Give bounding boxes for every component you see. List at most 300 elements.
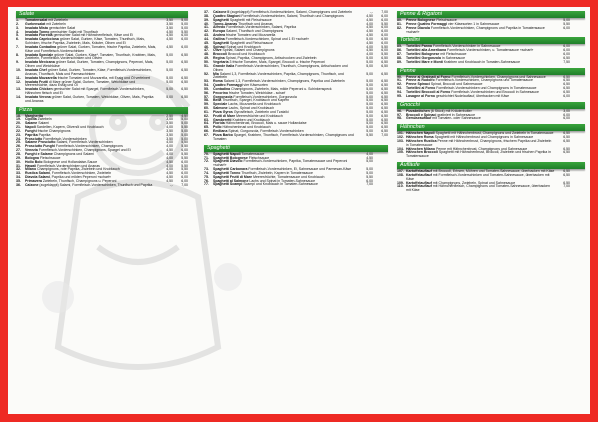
item-number: 1. bbox=[16, 18, 19, 22]
item-details: Sardellen, Kapern, Olivenöl und Knoblauch bbox=[35, 125, 104, 130]
item-number: 46. bbox=[204, 44, 209, 49]
item-number: 20. bbox=[16, 121, 21, 126]
item-name: Insalata Capricciosa bbox=[25, 37, 59, 42]
item-details: Spinat, Paprika, Champignons, Artischocken und Zwiebeln bbox=[224, 56, 317, 61]
menu-item bbox=[204, 183, 388, 187]
item-number: 44. bbox=[204, 36, 209, 41]
item-description bbox=[406, 61, 555, 65]
menu-section bbox=[16, 11, 188, 104]
item-number: 45. bbox=[204, 40, 209, 45]
item-price-large: 5,50 bbox=[181, 155, 188, 160]
item-name: Andrea bbox=[213, 33, 226, 38]
item-price-large: 5,50 bbox=[381, 21, 388, 26]
item-name: Spaghetti Tonno bbox=[213, 170, 241, 175]
menu-section bbox=[397, 68, 585, 99]
item-details: grüner Salat, Gurken, Käse, Tomaten, Thunfisch, Mais, Schinken, frische Paprika, Zwiebeln, Mais, Kräuter, Oliven und Ei bbox=[25, 37, 145, 46]
item-price-small: 4,50 bbox=[166, 33, 173, 38]
item-name: Penne al Rudolfo bbox=[406, 78, 435, 83]
item-price-small: 5,00 bbox=[366, 159, 373, 164]
item-name: Tortellini Gorgonzola bbox=[406, 55, 441, 60]
item-details: Formfleisch-Vorderschinken, Champignons und Sahnesauce bbox=[450, 74, 546, 79]
section-header: Spaghetti bbox=[204, 145, 388, 153]
item-details: Spaghetti mit Hähnchenbrust, Broccoli, Zwiebeln und frischen Paprika in Tomatensauce bbox=[406, 150, 551, 159]
item-name: Hähnchen Rustica bbox=[406, 138, 437, 143]
item-details: Meeresfrüchte und Knoblauch bbox=[235, 113, 283, 118]
item-price-small: 4,00 bbox=[166, 140, 173, 145]
item-price-large: 6,50 bbox=[381, 109, 388, 114]
item-details: Hähnchenbrust und Knoblauch bbox=[221, 125, 271, 130]
item-details: 3 frische Tomaten, Mais, Spargel, Broccoli u. frische Peperoni bbox=[228, 59, 326, 64]
item-details: Thunfisch und Ananas bbox=[237, 21, 273, 26]
item-name: Contadina bbox=[213, 86, 231, 91]
item-price-small: 6,50 bbox=[563, 150, 570, 155]
item-name: Spaghetti Napoli bbox=[213, 151, 241, 156]
item-price-small: 5,00 bbox=[166, 79, 173, 84]
item-details: , Paprika und milden Peperoni «scharf» bbox=[49, 175, 112, 180]
item-name: Funghi bbox=[25, 128, 37, 133]
item-number: 90. bbox=[397, 74, 402, 79]
item-name: Tomatensalat bbox=[25, 18, 48, 22]
item-price-large: 4,50 bbox=[181, 113, 188, 118]
menu-section bbox=[204, 145, 388, 188]
item-name: Tortellini Broccoli al Forno bbox=[406, 89, 451, 94]
item-name: Europa bbox=[213, 29, 226, 34]
item-name: Salmone bbox=[213, 106, 228, 111]
item-details: gratiniert in Sahnesauce bbox=[436, 112, 476, 117]
item-name: Napoli bbox=[25, 125, 36, 130]
menu-column-left bbox=[16, 11, 188, 191]
item-name: Speciale bbox=[213, 102, 228, 107]
item-price-small: 6,50 bbox=[563, 146, 570, 151]
item-details: grüner Salat, Gurken, Tomaten, Käse, Formfleisch-Vorderschinken, Ananas, Thunfisch, Mais und Parmaschinken bbox=[25, 67, 152, 76]
item-details: Formfleisch-Vorderschinken und Ananas bbox=[36, 163, 100, 168]
item-details: Champignons, Zwiebeln, Mais, milde Peperoni u. Schinkenspeck bbox=[230, 86, 332, 91]
item-name: Frutti di Mare bbox=[213, 113, 236, 118]
item-price-small: 4,50 bbox=[166, 44, 173, 49]
item-name: Calzone II bbox=[213, 10, 230, 14]
item-name: Tonno-Ananas bbox=[213, 21, 238, 26]
item-name: Insalata Mexicana bbox=[25, 60, 55, 65]
item-name: Insalata Frutti bbox=[25, 79, 48, 84]
item-details: mit Hähnchenfleisch, Champignons und Tomaten-Sahnesauce, überbacken mit Käse bbox=[406, 184, 550, 193]
item-number: 29. bbox=[16, 155, 21, 160]
item-price-small: 5,00 bbox=[366, 106, 373, 111]
item-name: Insalata Chicken bbox=[25, 87, 53, 92]
item-number: 104. bbox=[397, 146, 404, 151]
item-name: Grande Italia bbox=[213, 63, 235, 68]
item-number: 103. bbox=[397, 138, 404, 143]
item-price-small: 7,00 bbox=[366, 182, 373, 187]
item-price-small: 4,00 bbox=[166, 125, 173, 130]
item-price-small: 7,50 bbox=[563, 59, 570, 64]
item-number: 101. bbox=[397, 131, 404, 136]
item-price-large: 6,00 bbox=[181, 33, 188, 38]
item-number: 59. bbox=[204, 102, 209, 107]
item-price-small: 5,00 bbox=[166, 75, 173, 80]
item-name: Kartoffelauflauf bbox=[406, 180, 432, 185]
item-details: geschichtet Nudelauflauf, überbacken mit Käse bbox=[434, 93, 510, 98]
item-number: 28. bbox=[16, 152, 21, 156]
item-name: Insalata Mista bbox=[25, 25, 48, 30]
item-number: 18. bbox=[16, 113, 21, 118]
item-number: 88. bbox=[397, 55, 402, 60]
item-price-large: 6,50 bbox=[381, 36, 388, 41]
item-number: 57. bbox=[204, 94, 209, 99]
item-number: 95. bbox=[397, 93, 402, 98]
item-number: 108. bbox=[397, 172, 404, 177]
item-details: frische Champignons bbox=[36, 128, 71, 133]
item-price-small: 3,50 bbox=[166, 18, 173, 22]
item-number: 42. bbox=[204, 29, 209, 34]
section-header: Salate bbox=[16, 11, 188, 19]
item-price-small: 4,50 bbox=[366, 155, 373, 160]
menu-item bbox=[397, 27, 585, 35]
item-number: 30. bbox=[16, 159, 21, 164]
menu-section bbox=[204, 11, 388, 142]
item-details: , Formfleisch-Vorderschinken, Zwiebeln bbox=[49, 171, 112, 176]
item-number: 85. bbox=[397, 44, 402, 49]
item-price-small: 6,50 bbox=[563, 86, 570, 91]
item-price-large: 6,00 bbox=[181, 159, 188, 164]
item-price-small: 6,00 bbox=[563, 112, 570, 117]
item-number: 61. bbox=[204, 109, 209, 114]
item-details: grüner Salat, Gurken, Tomaten, frische Paprika, Zwiebeln, Mais, Käse und Formfleisch-Vorderschinken bbox=[25, 44, 157, 53]
item-name: Cipolla bbox=[25, 117, 37, 122]
item-price-small: -,- bbox=[169, 182, 173, 187]
item-price-small: 5,00 bbox=[366, 125, 373, 130]
section-header: Hähnchen bbox=[397, 124, 585, 132]
item-details: Hähnchenbrust, Broccoli, Mais u. sauce Hollandaise bbox=[224, 121, 307, 126]
item-details: di Mare grüner Salat, Gurken, Tomaten, Weichkäse und Meeresfrüchte, dazu Essig und Öl bbox=[25, 79, 136, 88]
item-price-large: 5,50 bbox=[181, 167, 188, 172]
item-details: (6 Stück) mit Kräuterbutter bbox=[429, 108, 472, 113]
item-number: 47. bbox=[204, 48, 209, 53]
item-number: 37. bbox=[204, 10, 209, 14]
item-number: 82. bbox=[397, 25, 402, 30]
item-details: vier Käsesorten 1 in Sahnesauce bbox=[447, 21, 500, 26]
item-name: Bologna bbox=[25, 155, 39, 160]
item-price-large: 6,50 bbox=[381, 117, 388, 122]
item-price-large bbox=[373, 160, 388, 168]
item-price-large: 6,00 bbox=[381, 17, 388, 22]
item-name: Salame Prosciutto bbox=[25, 140, 56, 145]
item-price-small: 5,50 bbox=[366, 133, 373, 137]
item-price-small: 5,00 bbox=[366, 90, 373, 95]
item-price-small: 4,00 bbox=[366, 151, 373, 156]
item-name: Kartoffelauflauf bbox=[406, 172, 432, 177]
item-number: 94. bbox=[397, 89, 402, 94]
item-details: Salami bbox=[37, 121, 49, 126]
item-details: Lachs, Mozzarella und Knoblauch bbox=[227, 102, 281, 107]
item-description bbox=[25, 96, 158, 104]
item-number: 43. bbox=[204, 33, 209, 38]
item-price-large: 6,50 bbox=[181, 67, 188, 72]
item-details: Penne mit Hähnchenbrust, Champignons, frischem Paprika und Zwiebeln in Tomatensauce bbox=[406, 138, 552, 147]
item-price-small: 4,50 bbox=[366, 13, 373, 18]
item-name: Insalata Mozzarella bbox=[25, 75, 57, 80]
item-price-small: 6,50 bbox=[563, 138, 570, 143]
item-details: Formfleisch-Vorderschinken, Salami, Paprika bbox=[225, 25, 297, 30]
item-details: Spaghetti mit Hähnchenbrust, Champignons und Zwiebeln in Tomatensauce bbox=[434, 131, 554, 136]
item-name: Pollo bbox=[213, 125, 222, 130]
item-name: Spaghetti bbox=[213, 17, 229, 22]
item-details: Fleischsauce bbox=[435, 18, 457, 22]
item-price-small: 5,00 bbox=[366, 36, 373, 41]
section-header: Gnocchi bbox=[397, 102, 585, 110]
item-description bbox=[213, 183, 358, 187]
item-name: Penne Diavola bbox=[406, 25, 430, 30]
item-number: 24. bbox=[16, 136, 21, 141]
item-price-small: 3,00 bbox=[166, 117, 173, 122]
item-price-small: 5,00 bbox=[166, 94, 173, 99]
item-name: Tortellini alla Amerikana bbox=[406, 48, 447, 53]
item-number: 60. bbox=[204, 106, 209, 111]
item-description bbox=[406, 27, 555, 35]
item-description bbox=[213, 134, 358, 142]
item-price-large: 6,50 bbox=[381, 63, 388, 68]
item-details: Lachs und Spinat in Tomaten-Sahnesauce bbox=[248, 178, 316, 183]
item-details: gemischter Salat mit Spargel, Formfleisch-Vorderschinken, Hähnchen fleisch und Ei bbox=[25, 87, 145, 96]
item-details: Formfleisch-Vorderschinken, Champignons, Spargel und Ei bbox=[37, 148, 131, 153]
item-details: grüner Salat, Gurken, Käse*, Tomaten, Thunfisch, Krabben, Mais, Zwiebeln, Formfleisch-Vorderschinken und Oliven bbox=[25, 52, 156, 61]
item-number: 23. bbox=[16, 132, 21, 137]
item-price-small: 4,50 bbox=[166, 178, 173, 183]
item-details: mit Champignons, Zwiebeln, Spinat und Sahnesauce bbox=[431, 180, 516, 185]
item-details: Salami 1,3, Formfleisch-Vorderschinken, Paprika, Champignons, Thunfisch, und Zwiebeln bbox=[213, 71, 344, 80]
menu-section bbox=[397, 37, 585, 64]
item-price-large: 6,50 bbox=[381, 102, 388, 107]
item-price-small: 3,50 bbox=[166, 25, 173, 30]
item-number: 14. bbox=[16, 94, 21, 99]
item-number: 49. bbox=[204, 56, 209, 61]
item-details: Spinat, Gorgonzola, Formfleisch-Vorderschinken bbox=[227, 129, 304, 134]
item-details: Fleischsauce bbox=[39, 155, 61, 160]
item-price-small: 4,00 bbox=[366, 52, 373, 57]
item-details: Gyrosfleisch, Zwiebeln und Tzatziki bbox=[232, 109, 289, 114]
item-price-small: 4,50 bbox=[366, 29, 373, 34]
item-price-large: 5,50 bbox=[181, 163, 188, 168]
item-number: 54. bbox=[204, 83, 209, 88]
item-name: Broccoli bbox=[213, 52, 228, 57]
item-name: Spaghetti Diavolo bbox=[213, 159, 243, 164]
item-price-small: 4,50 bbox=[366, 33, 373, 38]
item-price-small: 5,50 bbox=[366, 174, 373, 179]
item-number: 34. bbox=[16, 175, 21, 180]
item-name: Pizzabrötchen bbox=[406, 108, 430, 113]
item-number: 92. bbox=[397, 82, 402, 87]
item-name: Hawaii bbox=[25, 163, 37, 168]
item-price-large: 5,00 bbox=[181, 117, 188, 122]
item-price-large: 6,50 bbox=[381, 113, 388, 118]
item-details: Tomatensauce bbox=[240, 151, 265, 156]
item-number: 41. bbox=[204, 25, 209, 30]
item-details: grüner Salat, Gurken, Tomaten, Champignons, Peperoni, Mais, Oliven und Weichkäse bbox=[25, 60, 154, 69]
item-details: Formfleisch-Vorderschinken bbox=[42, 136, 87, 141]
item-name: Kartoffelauflauf bbox=[406, 169, 432, 174]
item-price-small: 3,50 bbox=[166, 121, 173, 126]
item-details: mit Formfleisch-Vorderschinken und Tomaten-Sahnesauce, überbacken mit Käse bbox=[406, 172, 550, 181]
item-details: Meeresfrüchte, Tomatensauce und Knoblauch bbox=[252, 174, 325, 179]
item-price-small: 5,00 bbox=[366, 102, 373, 107]
item-name: Broccoli e Spinaci bbox=[406, 112, 437, 117]
item-name: Hähnchen Milano bbox=[406, 146, 435, 151]
item-number: 105. bbox=[397, 150, 404, 155]
section-header: Penne bbox=[397, 68, 585, 76]
item-price-large: 5,00 bbox=[181, 121, 188, 126]
item-number: 109. bbox=[397, 180, 404, 185]
item-price-large: 5,00 bbox=[181, 21, 188, 26]
item-number: 6. bbox=[16, 37, 19, 42]
item-name: Milano bbox=[25, 167, 37, 172]
item-price-large: 6,00 bbox=[381, 25, 388, 30]
item-number: 33. bbox=[16, 171, 21, 176]
item-name: Venezia bbox=[25, 148, 38, 153]
item-price-small: 6,00 bbox=[563, 25, 570, 30]
item-price-small: 5,00 bbox=[166, 87, 173, 92]
item-price-large: 6,50 bbox=[181, 79, 188, 84]
item-number: 40. bbox=[204, 21, 209, 26]
item-price-small: -,- bbox=[369, 10, 373, 14]
item-description bbox=[406, 151, 555, 159]
menu-item bbox=[16, 184, 188, 188]
item-name: Penne Spinaci bbox=[406, 82, 430, 87]
item-number: 39. bbox=[204, 17, 209, 22]
item-number: 96. bbox=[397, 108, 402, 113]
item-price-large: 6,50 bbox=[181, 75, 188, 80]
item-number: 70. bbox=[204, 151, 209, 156]
item-price-small: 4,50 bbox=[366, 25, 373, 30]
item-description bbox=[406, 95, 555, 99]
item-price-large: 6,50 bbox=[381, 98, 388, 103]
item-details: grüner Salat, Gurken, Tomaten, Weichkäse, Oliven, Mais, Paprika und Ananas bbox=[25, 94, 154, 103]
item-price-small: 6,50 bbox=[563, 180, 570, 185]
item-price-small: 6,50 bbox=[563, 74, 570, 79]
item-name: Hollo Bolo bbox=[25, 159, 43, 164]
item-price-small: 5,00 bbox=[366, 94, 373, 99]
item-price-large: 6,50 bbox=[181, 52, 188, 57]
item-price-large: 6,50 bbox=[181, 94, 188, 99]
item-number: 50. bbox=[204, 59, 209, 64]
item-price-large bbox=[570, 151, 585, 159]
item-price-large: 6,00 bbox=[181, 178, 188, 183]
item-number: 63. bbox=[204, 117, 209, 122]
item-details: Thunfisch, Spargel, Knoblauch und Kapern bbox=[221, 98, 290, 103]
item-details: Scampi und Knoblauch in Tomaten-Sahnesauce bbox=[242, 182, 318, 187]
item-name: Roma bbox=[213, 79, 223, 84]
item-number: 9. bbox=[16, 60, 19, 65]
item-price-large: 6,00 bbox=[181, 37, 188, 42]
item-number: 8. bbox=[16, 52, 19, 57]
item-name: Spaghetti Scampi bbox=[213, 182, 243, 187]
item-details: gemischter Salat mit Hähnchenfleisch, Käse und Ei bbox=[52, 33, 133, 38]
item-details: (zugeklappt) Formfleisch-Vorderschinken, Salami, Champignons und Zwiebeln bbox=[229, 10, 352, 14]
item-details: Formfleisch-Vorderschinken, Ei, Sahnesauce und Parmesan-Käse bbox=[247, 167, 352, 172]
item-number: 110. bbox=[397, 184, 404, 189]
item-number: 25. bbox=[16, 140, 21, 145]
item-number: 89. bbox=[397, 59, 402, 64]
item-details: Spaghetti und Fleischsauce bbox=[228, 40, 273, 45]
item-price-small: 6,50 bbox=[563, 131, 570, 136]
item-price-small: 5,00 bbox=[366, 113, 373, 118]
item-details: Champignons, rote Paprika, Zwiebeln und Knoblauch bbox=[36, 167, 120, 172]
item-price-large: 6,00 bbox=[381, 29, 388, 34]
item-number: 12. bbox=[16, 79, 21, 84]
item-price-small: 4,00 bbox=[366, 21, 373, 26]
item-price-small: 4,50 bbox=[166, 37, 173, 42]
item-price-small: 6,00 bbox=[563, 93, 570, 98]
item-price-small: 5,00 bbox=[366, 71, 373, 76]
item-price-small: 5,50 bbox=[563, 21, 570, 26]
item-number: 51. bbox=[204, 63, 209, 68]
item-name: Gemüseauflauf bbox=[406, 116, 432, 121]
item-price-large: 6,50 bbox=[381, 106, 388, 111]
item-price-large: 6,00 bbox=[381, 13, 388, 18]
item-number: 87. bbox=[397, 52, 402, 57]
item-name: Spaghetti Bolognese bbox=[213, 155, 248, 160]
item-price-small: 5,00 bbox=[166, 52, 173, 57]
item-details: Bolognese und Hollandaise-Sauce bbox=[42, 159, 98, 164]
item-details: Spinat und Knoblauch bbox=[225, 44, 261, 49]
item-details: Spaghetti mit Fleischsauce bbox=[228, 17, 272, 22]
item-price-large: 6,50 bbox=[381, 125, 388, 130]
menu-item bbox=[397, 61, 585, 65]
item-details: Fleischsauce bbox=[247, 155, 270, 160]
item-price-small: 4,50 bbox=[366, 40, 373, 45]
item-details: Formfleisch-Vorderschinken, Gorgonzola bbox=[232, 94, 297, 99]
item-details: Spaghetti mit Hähnchenbrust und Champignons in Sahnesauce bbox=[433, 135, 534, 140]
menu-item bbox=[397, 151, 585, 159]
item-details: Champignons und Salami bbox=[52, 152, 94, 156]
menu-column-middle bbox=[204, 11, 388, 190]
item-price-large: 5,50 bbox=[381, 44, 388, 49]
item-price-small: 6,00 bbox=[563, 52, 570, 57]
item-price-large: 5,00 bbox=[181, 136, 188, 141]
item-name: Spaghetti Carbonara bbox=[213, 167, 248, 172]
item-name: Diavola Salami bbox=[25, 175, 50, 180]
item-price-small: 3,00 bbox=[563, 108, 570, 113]
item-price-large: 6,50 bbox=[381, 129, 388, 134]
item-number: 36. bbox=[16, 182, 21, 187]
item-price-large: 6,50 bbox=[181, 60, 188, 65]
item-name: Hähnchen Broccoli bbox=[406, 150, 438, 155]
item-price-small: 5,00 bbox=[166, 67, 173, 72]
item-name: Rustica Salami bbox=[25, 171, 50, 176]
item-number: 22. bbox=[16, 128, 21, 133]
item-name: Florida bbox=[213, 121, 225, 126]
item-price-large: 6,50 bbox=[181, 87, 188, 92]
item-name: Alfredo bbox=[213, 25, 226, 30]
item-details: Formfleisch-Vorderschinken, u. Tomatensauce «scharf» bbox=[446, 48, 534, 53]
item-price-small: 5,00 bbox=[366, 117, 373, 122]
item-number: 35. bbox=[16, 178, 21, 183]
item-name: Gorgonzola bbox=[213, 94, 233, 99]
item-details: Broccoli und Knoblauch bbox=[227, 52, 265, 57]
item-number: 5. bbox=[16, 33, 19, 38]
item-name: Tortellini al Forno bbox=[406, 86, 436, 91]
item-details: Formfleisch-Vorderschinken in Sahnesauce bbox=[432, 44, 501, 49]
item-price-small: 4,50 bbox=[366, 48, 373, 53]
item-price-large: 6,50 bbox=[381, 121, 388, 126]
item-name: Pizza Gyros bbox=[213, 109, 233, 114]
item-price-large bbox=[570, 174, 585, 182]
item-details: mit Zwiebeln bbox=[45, 21, 66, 26]
item-name: Gamberetti bbox=[213, 117, 232, 122]
item-name: Gallina bbox=[213, 36, 225, 41]
item-price-small: 4,50 bbox=[166, 171, 173, 176]
item-name: Insalata Speciale bbox=[25, 52, 54, 57]
item-price-small: 4,00 bbox=[166, 152, 173, 156]
item-name: Tortellini Mare e Monti bbox=[406, 59, 443, 64]
